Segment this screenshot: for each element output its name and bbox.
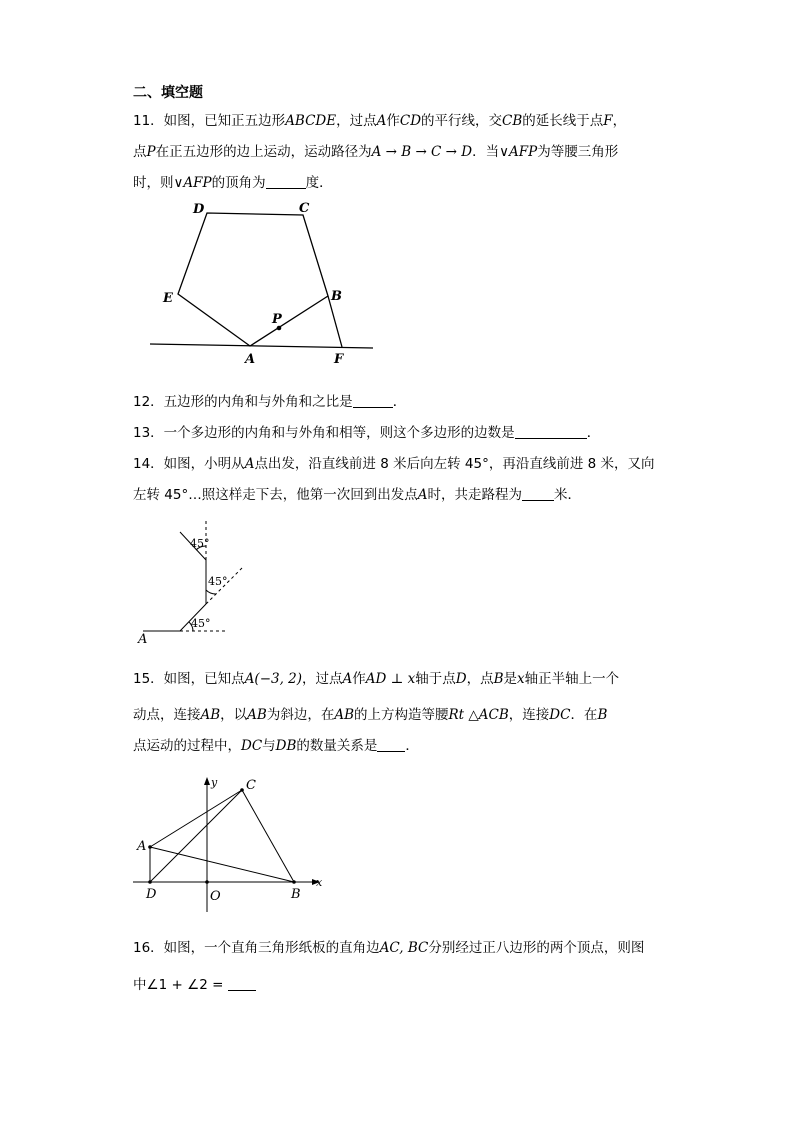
q11-line-1: 11．如图，已知正五边形ABCDE，过点A作CD的平行线，交CB的延长线于点F， <box>133 113 627 129</box>
q14-line-2: 左转 45°…照这样走下去，他第一次回到出发点A时，共走路程为 米． <box>133 487 581 503</box>
point-d <box>148 880 152 884</box>
answer-blank[interactable] <box>228 976 256 991</box>
point-a <box>148 845 152 849</box>
q15-line-3: 点运动的过程中，DC与DB的数量关系是 ． <box>133 738 419 754</box>
q15-line-2: 动点，连接AB，以AB为斜边，在AB的上方构造等腰Rt △ACB，连接DC．在B <box>133 707 608 723</box>
angle-label-bottom: 45° <box>191 617 211 630</box>
label-d: D <box>193 202 205 217</box>
angle-label-top: 45° <box>190 537 210 550</box>
label-o: O <box>210 889 221 904</box>
label-x: x <box>316 876 323 889</box>
label-y: y <box>211 776 218 789</box>
segment-ab <box>150 847 294 882</box>
section-title: 二、填空题 <box>133 85 203 101</box>
label-a: A <box>137 839 147 854</box>
point-c <box>240 788 244 792</box>
label-a: A <box>138 632 148 647</box>
label-a: A <box>245 352 256 367</box>
label-b: B <box>331 289 342 304</box>
label-b: B <box>291 887 301 902</box>
q16-line-2: 中∠1 + ∠2 = <box>133 973 256 993</box>
label-d: D <box>146 887 157 902</box>
point-b <box>292 880 296 884</box>
segment-dc <box>150 790 242 882</box>
label-e: E <box>163 291 173 306</box>
segment-cb <box>242 790 294 882</box>
label-c: C <box>299 201 310 216</box>
q13-line-1: 13．一个多边形的内角和与外角和相等，则这个多边形的边数是 ． <box>133 425 601 441</box>
label-c: C <box>246 778 256 793</box>
q11-line-2: 点P在正五边形的边上运动，运动路径为A → B → C → D．当∨AFP为等腰三角形 <box>133 144 619 160</box>
segment-ac <box>150 790 242 847</box>
y-axis-arrow <box>204 777 210 785</box>
q14-line-1: 14．如图，小明从A点出发，沿直线前进 8 米后向左转 45°，再沿直线前进 8 米，又向 <box>133 456 655 472</box>
angle-label-mid: 45° <box>208 575 228 588</box>
q15-line-1: 15．如图，已知点A(−3, 2)，过点A作AD ⊥ x轴于点D，点B是x轴正半轴上一个 <box>133 671 620 687</box>
q11-line-3: 时，则∨AFP的顶角为 度． <box>133 175 333 191</box>
q12-line-1: 12．五边形的内角和与外角和之比是 ． <box>133 394 407 410</box>
label-f: F <box>334 352 344 367</box>
point-o <box>205 880 209 884</box>
label-p: P <box>272 312 282 327</box>
q16-line-1: 16．如图，一个直角三角形纸板的直角边AC, BC分别经过正八边形的两个顶点，则图 <box>133 940 645 956</box>
